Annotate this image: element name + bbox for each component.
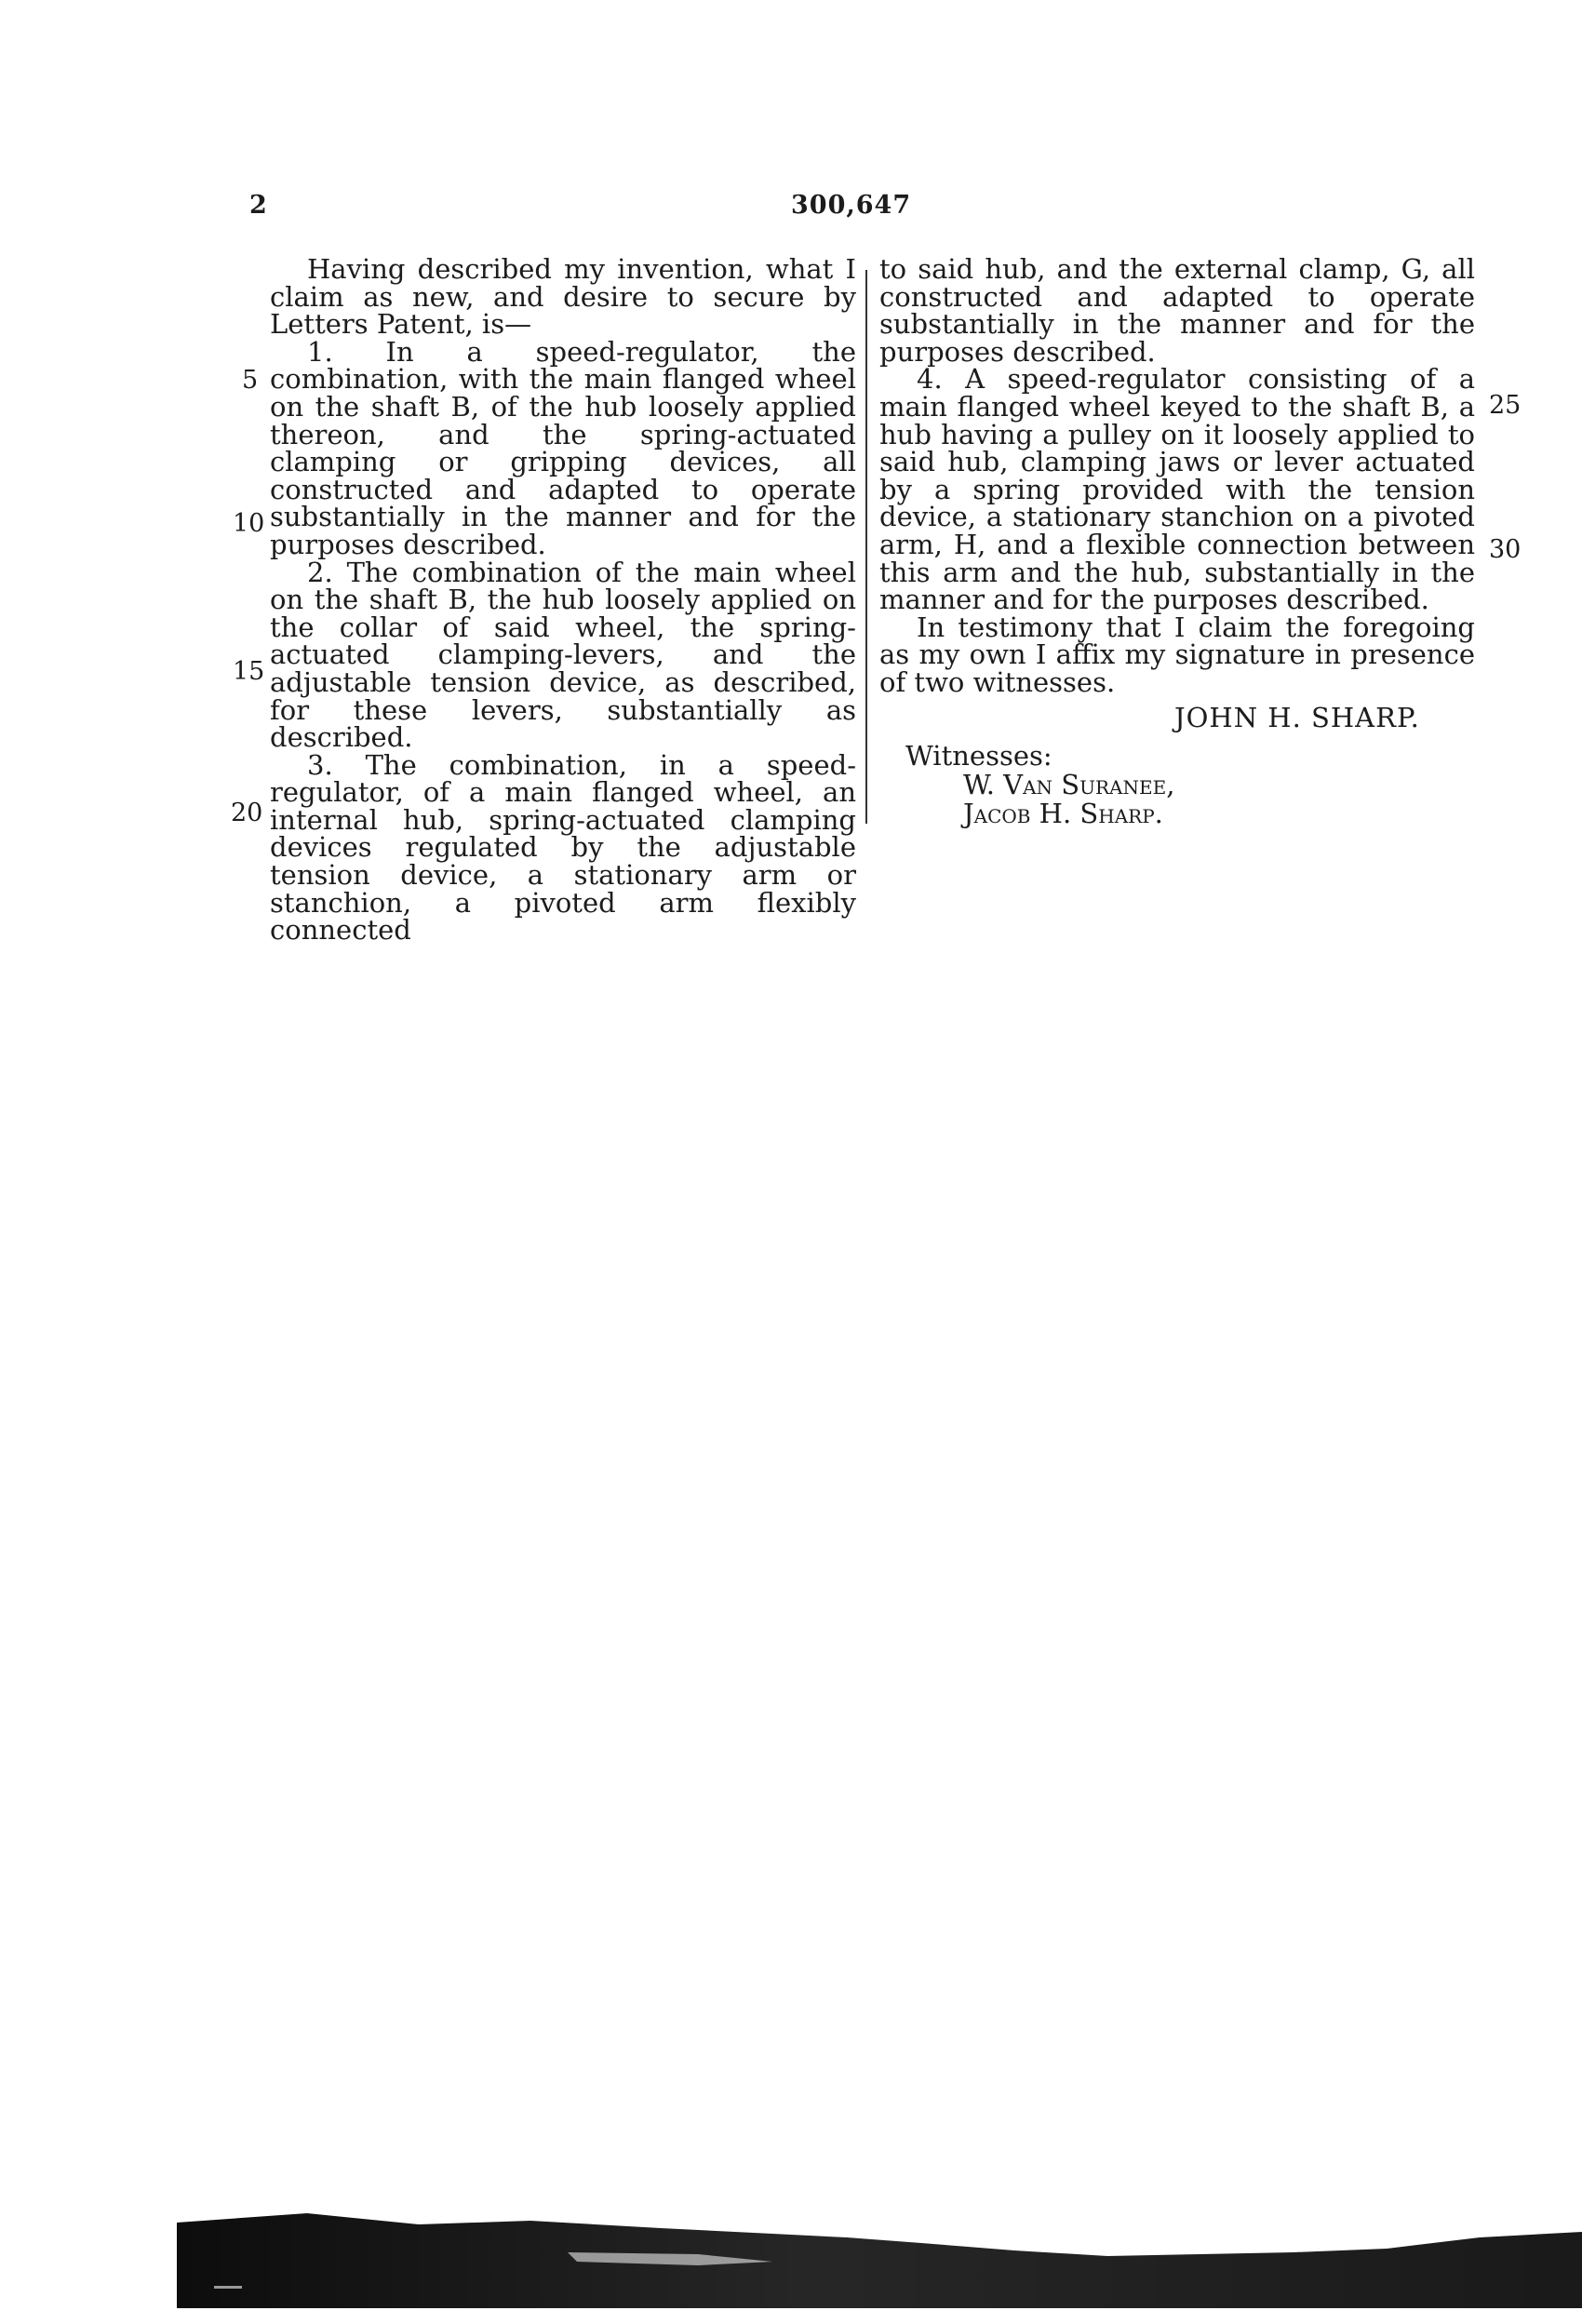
line-number-15: 15 [233, 657, 265, 686]
claim-3-continued: to said hub, and the external clamp, G, all constructed and adapted to operate substantially in the manner and for the purposes described. [879, 253, 1475, 368]
claim-intro: Having described my invention, what I claim as new, and desire to secure by Letters Patent, is— [270, 253, 856, 341]
line-number-20: 20 [231, 799, 263, 827]
page-number: 2 [249, 191, 268, 220]
claim-1: 1. In a speed-regulator, the combination, with the main flanged wheel on the shaft B, of the hub loosely applied thereon, and the spring-actuated clamping or gripping devices, all constructed and adapted to operate substantially in the manner and for the purposes described. [270, 335, 856, 560]
claim-3: 3. The combination, in a speed-regulator, of a main flanged wheel, an internal hub, spring-actuated clamping devices regulated by the adjustable tension device, a stationary arm or stanchion, a pivoted arm flexibly connected [270, 748, 856, 947]
inventor-signature: JOHN H. SHARP. [1174, 702, 1420, 733]
claim-2: 2. The combination of the main wheel on the shaft B, the hub loosely applied on the collar of said wheel, the spring-actuated clamping-levers, and the adjustable tension device, as described, for these levers, substantially as described. [270, 556, 856, 754]
patent-number: 300,647 [791, 191, 912, 220]
right-column [879, 253, 1475, 698]
claim-4: 4. A speed-regulator consisting of a main flanged wheel keyed to the shaft B, a hub having a pulley on it loosely applied to said hub, clamping jaws or lever actuated by a spring provided with the tension device, a stationary stanchion on a pivoted arm, H, and a flexible connection between this arm and the hub, substantially in the manner and for the purposes described. [879, 363, 1475, 616]
line-number-30: 30 [1489, 535, 1522, 564]
witnesses-label: Witnesses: [905, 740, 1052, 772]
witness-name: Jacob H. Sharp. [963, 798, 1163, 829]
column-divider [865, 270, 867, 824]
left-column [270, 253, 856, 947]
line-number-5: 5 [242, 366, 259, 395]
line-number-25: 25 [1489, 391, 1522, 420]
scan-shadow-band [177, 2196, 1582, 2308]
witness-name: W. Van Suranee, [963, 769, 1175, 800]
line-number-10: 10 [233, 509, 265, 538]
testimony: In testimony that I claim the foregoing as my own I affix my signature in presence of two witnesses. [879, 611, 1475, 698]
